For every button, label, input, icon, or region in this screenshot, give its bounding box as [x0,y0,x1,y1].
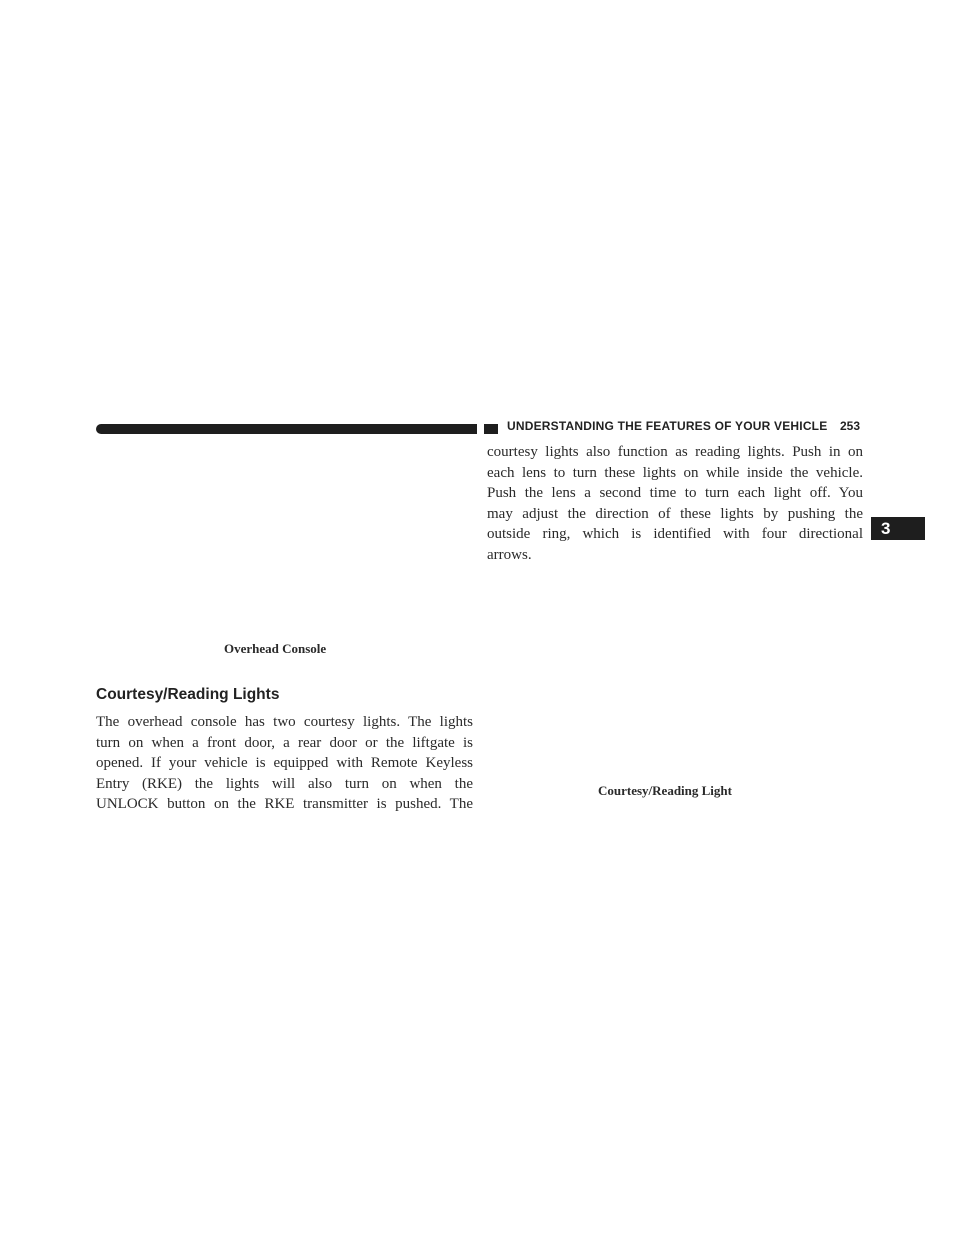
courtesy-light-caption: Courtesy/Reading Light [598,783,732,798]
text-line: outside ring, which is identified with four directional [487,526,863,542]
body-paragraph-right [487,442,863,565]
text-line: each lens to turn these lights on while inside the vehicle. [487,464,863,481]
header-rule-marker [484,424,498,434]
text-line: The overhead console has two courtesy lights. The lights [96,714,473,730]
text-line: arrows. [487,546,532,563]
overhead-console-caption: Overhead Console [224,641,327,656]
chapter-tab: 3 [871,517,925,540]
text-line: Entry (RKE) the lights will also turn on when the [96,775,473,792]
text-line: UNLOCK button on the RKE transmitter is pushed. The [96,796,473,812]
text-line: courtesy lights also function as reading lights. Push in on [487,444,863,460]
text-line: opened. If your vehicle is equipped with Remote Keyless [96,755,473,771]
running-header-title: UNDERSTANDING THE FEATURES OF YOUR VEHICLE [507,419,828,433]
section-heading: Courtesy/Reading Lights [96,686,280,703]
text-line: turn on when a front door, a rear door or the liftgate is [96,734,473,751]
text-line: may adjust the direction of these lights by pushing the [487,505,863,522]
page-number: 253 [840,419,861,433]
header-rule [96,424,477,434]
text-line: Push the lens a second time to turn each light off. You [487,485,863,501]
body-paragraph-left [96,712,473,815]
